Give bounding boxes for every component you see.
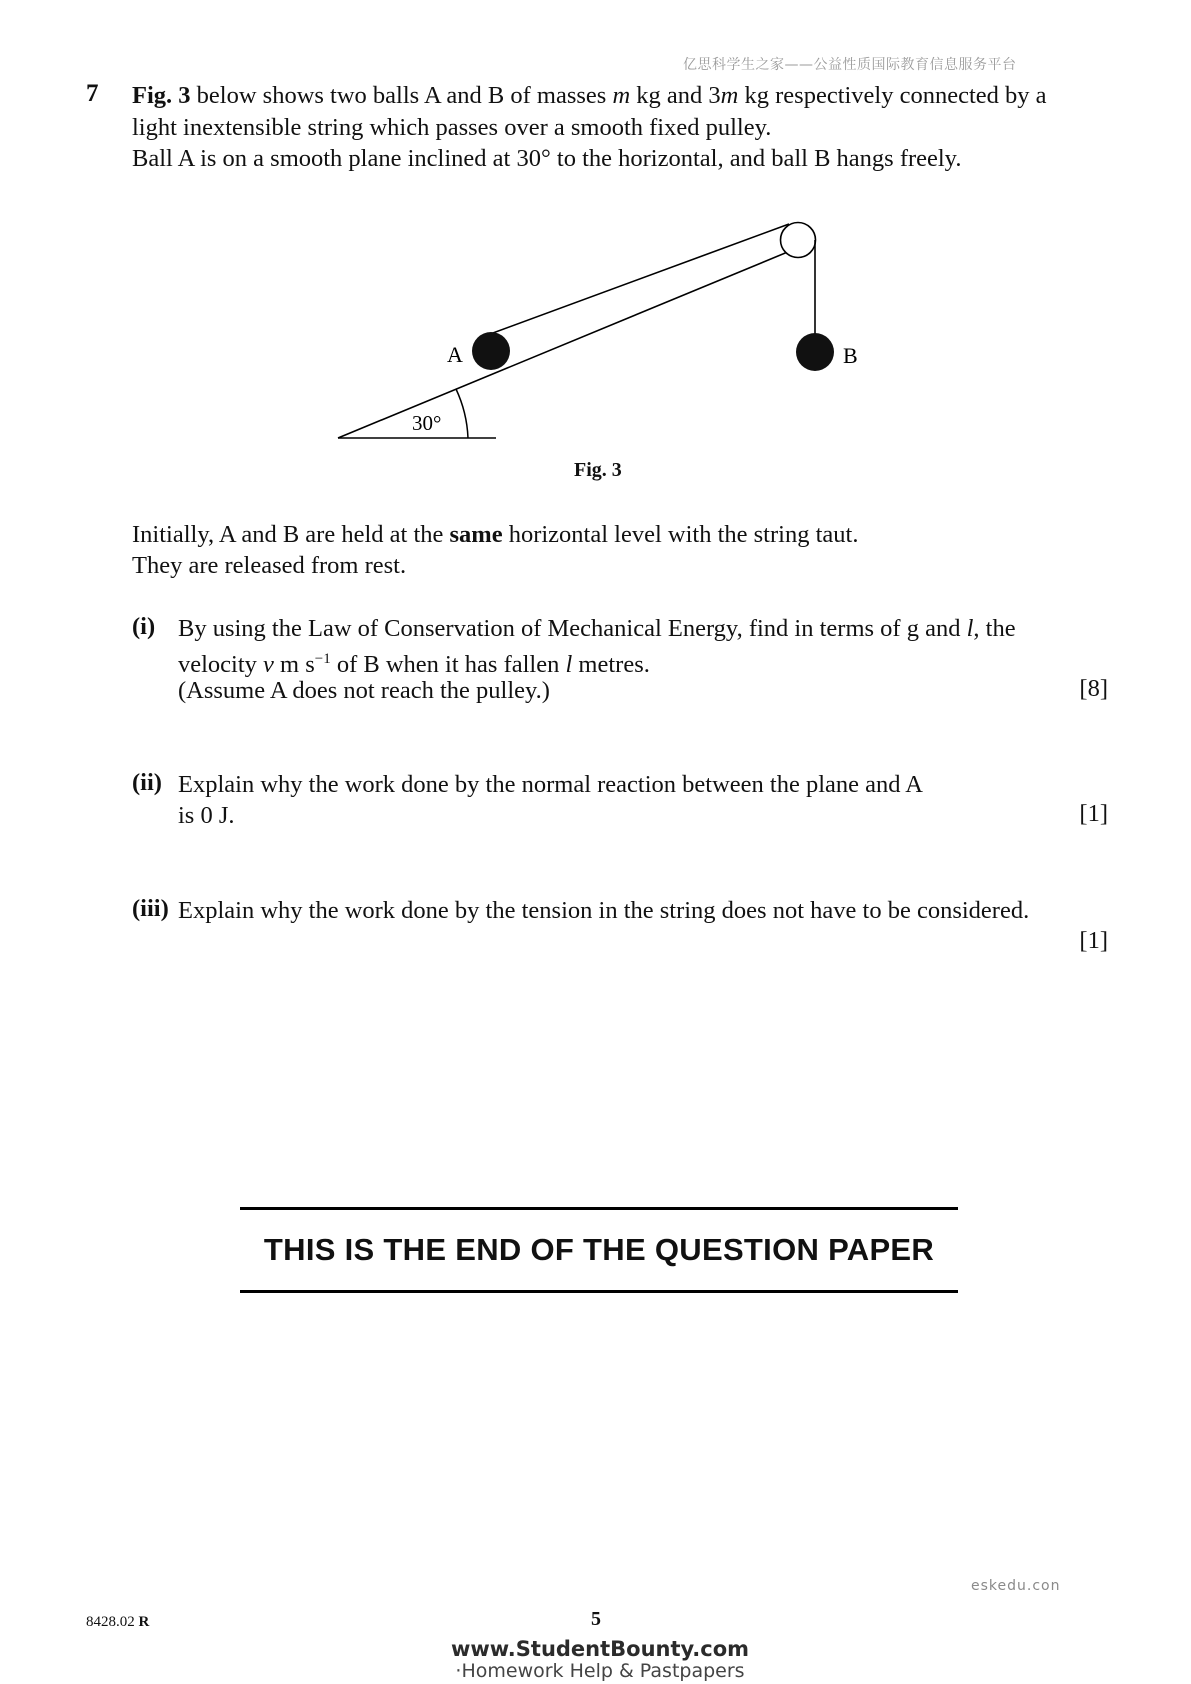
symbol-l: l: [966, 615, 974, 642]
unit-exponent: −1: [314, 651, 331, 667]
studentbounty-url[interactable]: www.StudentBounty.com: [450, 1637, 750, 1661]
intro-text-a: below shows two balls A and B of masses: [190, 82, 613, 109]
mass-symbol-m: m: [612, 82, 631, 109]
released-line: They are released from rest.: [132, 552, 407, 579]
fig-reference: Fig. 3: [132, 82, 191, 109]
initial-text-b: horizontal level with the string taut.: [502, 521, 859, 548]
end-rule-top: [240, 1207, 958, 1210]
ball-b: [796, 333, 834, 371]
pulley-icon: [781, 223, 816, 258]
initial-condition-line: [132, 519, 858, 551]
paper-code-number: 8428.02: [86, 1614, 135, 1630]
part-ii-label: (ii): [132, 769, 162, 796]
label-a: A: [447, 342, 463, 367]
part-i-line3: (Assume A does not reach the pulley.): [178, 677, 550, 704]
figure-3-diagram: [0, 0, 1191, 500]
question-intro-line2: light inextensible string which passes over a smooth fixed pulley.: [132, 114, 772, 141]
figure-caption: Fig. 3: [574, 459, 622, 481]
question-intro-line3: Ball A is on a smooth plane inclined at 30° to the horizontal, and ball B hangs freely.: [132, 145, 962, 172]
part-ii-marks: [1]: [1079, 800, 1108, 827]
page-number: 5: [591, 1608, 601, 1630]
ball-a: [472, 332, 510, 370]
part-i-label: (i): [132, 613, 156, 640]
symbol-l-2: l: [565, 651, 573, 679]
angle-arc: [456, 389, 468, 438]
eskedu-watermark: eskedu.con: [971, 1578, 1061, 1594]
studentbounty-logo[interactable]: [450, 1638, 750, 1682]
string-line: [482, 224, 789, 337]
part-i-text-c: velocity: [178, 651, 264, 679]
angle-label: 30°: [412, 411, 442, 435]
part-i-text-d: of B when it has fallen: [330, 651, 566, 679]
part-iii-line1: Explain why the work done by the tension in the string does not have to be considered.: [178, 897, 1030, 924]
part-i-text-a: By using the Law of Conservation of Mechanical Energy, find in terms of g and: [178, 615, 967, 642]
part-ii-line2: is 0 J.: [178, 802, 235, 829]
part-i-line1: [178, 613, 1016, 645]
initial-bold-same: same: [449, 521, 503, 548]
mass-symbol-3m: m: [720, 82, 739, 109]
part-iii-label: (iii): [132, 895, 169, 922]
part-i-text-b: , the: [973, 615, 1016, 642]
intro-text-c: kg respectively connected by a: [738, 82, 1047, 109]
question-number: 7: [86, 80, 99, 107]
label-b: B: [843, 343, 858, 368]
part-ii-line1: Explain why the work done by the normal reaction between the plane and A: [178, 771, 923, 798]
symbol-v: v: [263, 651, 274, 679]
intro-text-b: kg and 3: [630, 82, 721, 109]
unit-ms: m s: [273, 651, 315, 679]
header-watermark: 亿思科学生之家——公益性质国际教育信息服务平台: [683, 57, 1017, 73]
end-rule-bottom: [240, 1290, 958, 1293]
initial-text-a: Initially, A and B are held at the: [132, 521, 450, 548]
studentbounty-tagline: ·Homework Help & Pastpapers: [455, 1660, 745, 1682]
paper-code-suffix: R: [138, 1614, 150, 1630]
part-i-text-e: metres.: [572, 651, 650, 679]
end-of-paper-banner: THIS IS THE END OF THE QUESTION PAPER: [263, 1232, 935, 1267]
paper-code: [86, 1614, 149, 1631]
part-iii-marks: [1]: [1079, 927, 1108, 954]
inclined-plane-line: [338, 244, 807, 438]
part-i-marks: [8]: [1079, 675, 1108, 702]
